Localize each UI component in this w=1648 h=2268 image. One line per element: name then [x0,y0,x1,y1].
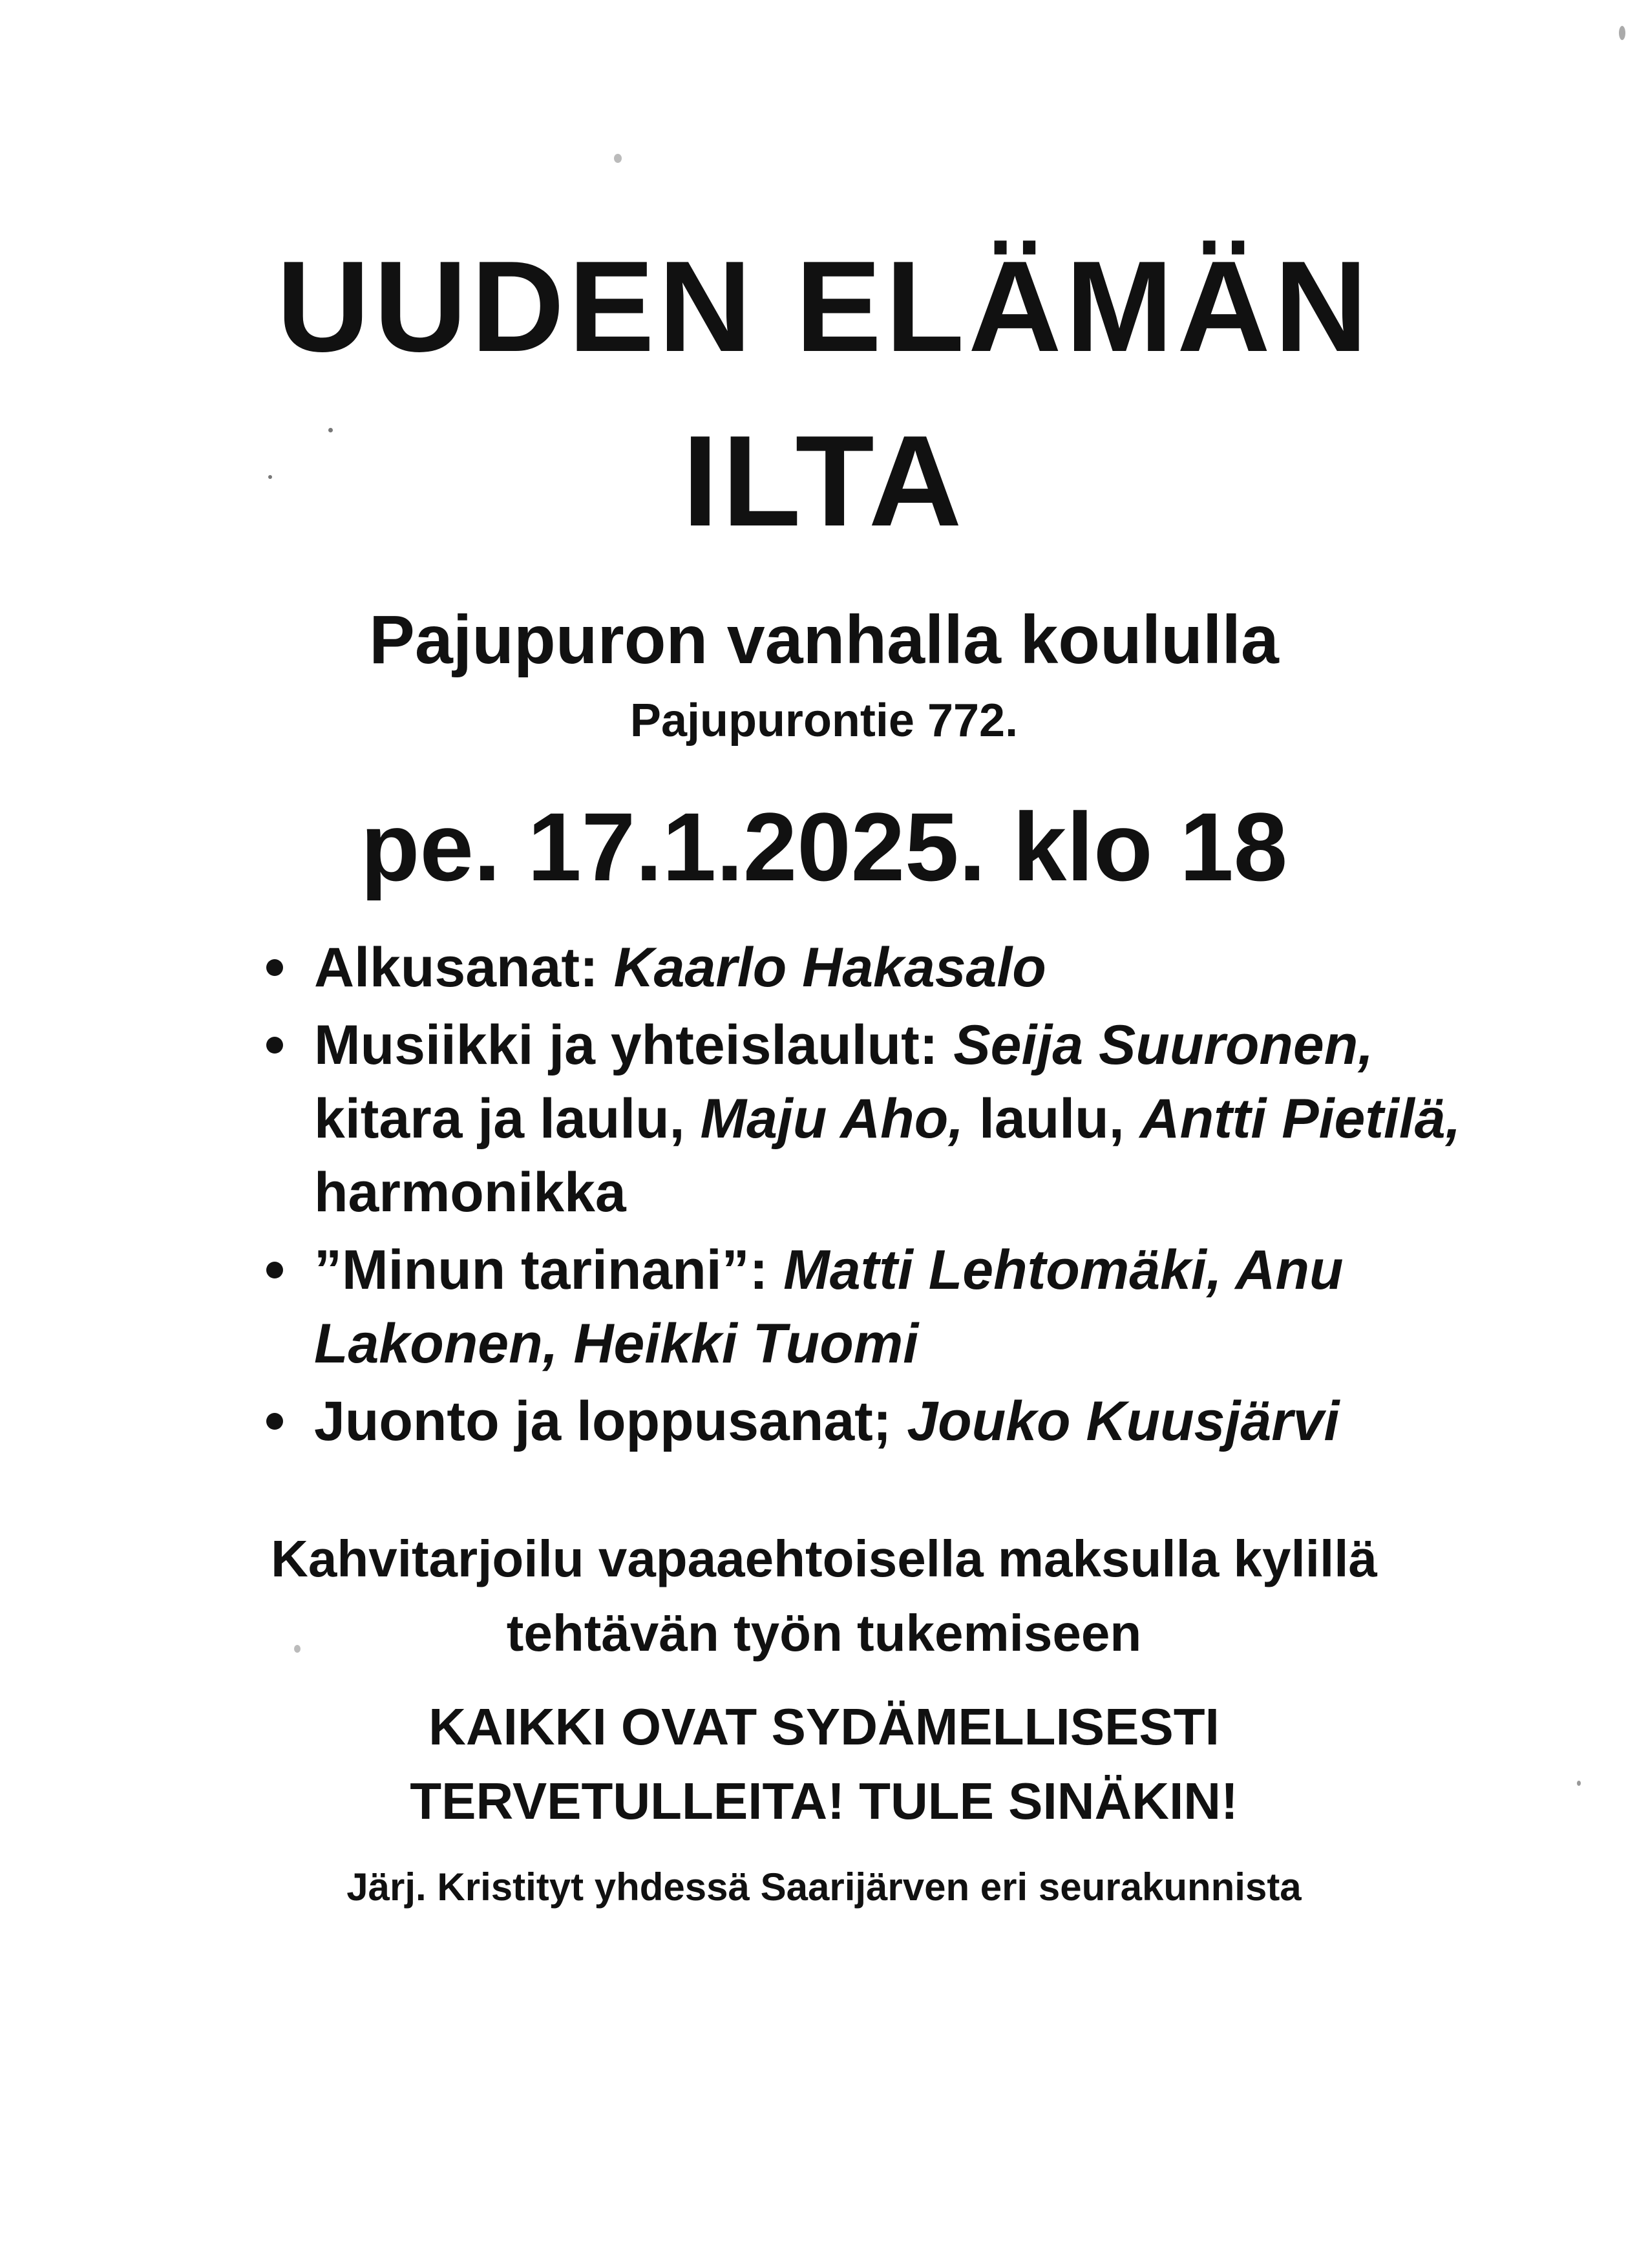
program-item-stories [259,1233,1486,1381]
program-item-names: Maju Aho, [700,1088,964,1150]
program-item-role: harmonikka [314,1161,626,1224]
program-item-opening [259,931,1486,1004]
coffee-text-line1: Kahvitarjoilu vapaaehtoisella maksulla kylillä [271,1530,1377,1587]
coffee-text-line2: tehtävän työn tukemiseen [506,1604,1142,1662]
program-item-closing [259,1384,1486,1458]
program-item-names: Matti Lehtomäki, Anu Lakonen, Heikki Tuomi [314,1239,1344,1375]
scan-speck [294,1645,301,1653]
program-item-role: kitara ja laulu, [314,1088,701,1150]
organizer-text: Järj. Kristityt yhdessä Saarijärven eri seurakunnista [346,1865,1302,1909]
program-item-names: Seija Suuronen, [953,1014,1374,1076]
scan-speck [614,154,622,163]
bullet-icon [266,1037,283,1054]
poster-title-line2: ILTA [682,409,966,553]
program-list [259,931,1486,1462]
scan-speck [1619,26,1625,40]
program-item-names: Jouko Kuusjärvi [907,1390,1340,1452]
welcome-text-line1: KAIKKI OVAT SYDÄMELLISESTI [428,1698,1220,1755]
scan-speck [1577,1781,1581,1786]
program-item-label: Musiikki ja yhteislaulut: [314,1014,954,1076]
bullet-icon [266,959,283,976]
bullet-icon [266,1413,283,1430]
venue-text: Pajupuron vanhalla koululla [369,602,1279,678]
program-item-role: laulu, [964,1088,1140,1150]
program-item-label: ”Minun tarinani”: [314,1239,784,1301]
poster-title-line1: UUDEN ELÄMÄN [276,235,1372,379]
program-item-label: Alkusanat: [314,937,614,999]
bullet-icon [266,1262,283,1278]
event-datetime: pe. 17.1.2025. klo 18 [360,792,1288,901]
program-item-names: Antti Pietilä, [1139,1088,1461,1150]
scan-speck [328,428,333,432]
program-item-label: Juonto ja loppusanat; [314,1390,907,1452]
program-item-names: Kaarlo Hakasalo [613,937,1046,999]
address-text: Pajupurontie 772. [629,695,1019,747]
program-item-music [259,1008,1486,1229]
welcome-text-line2: TERVETULLEITA! TULE SINÄKIN! [410,1772,1238,1830]
scan-speck [268,475,272,479]
